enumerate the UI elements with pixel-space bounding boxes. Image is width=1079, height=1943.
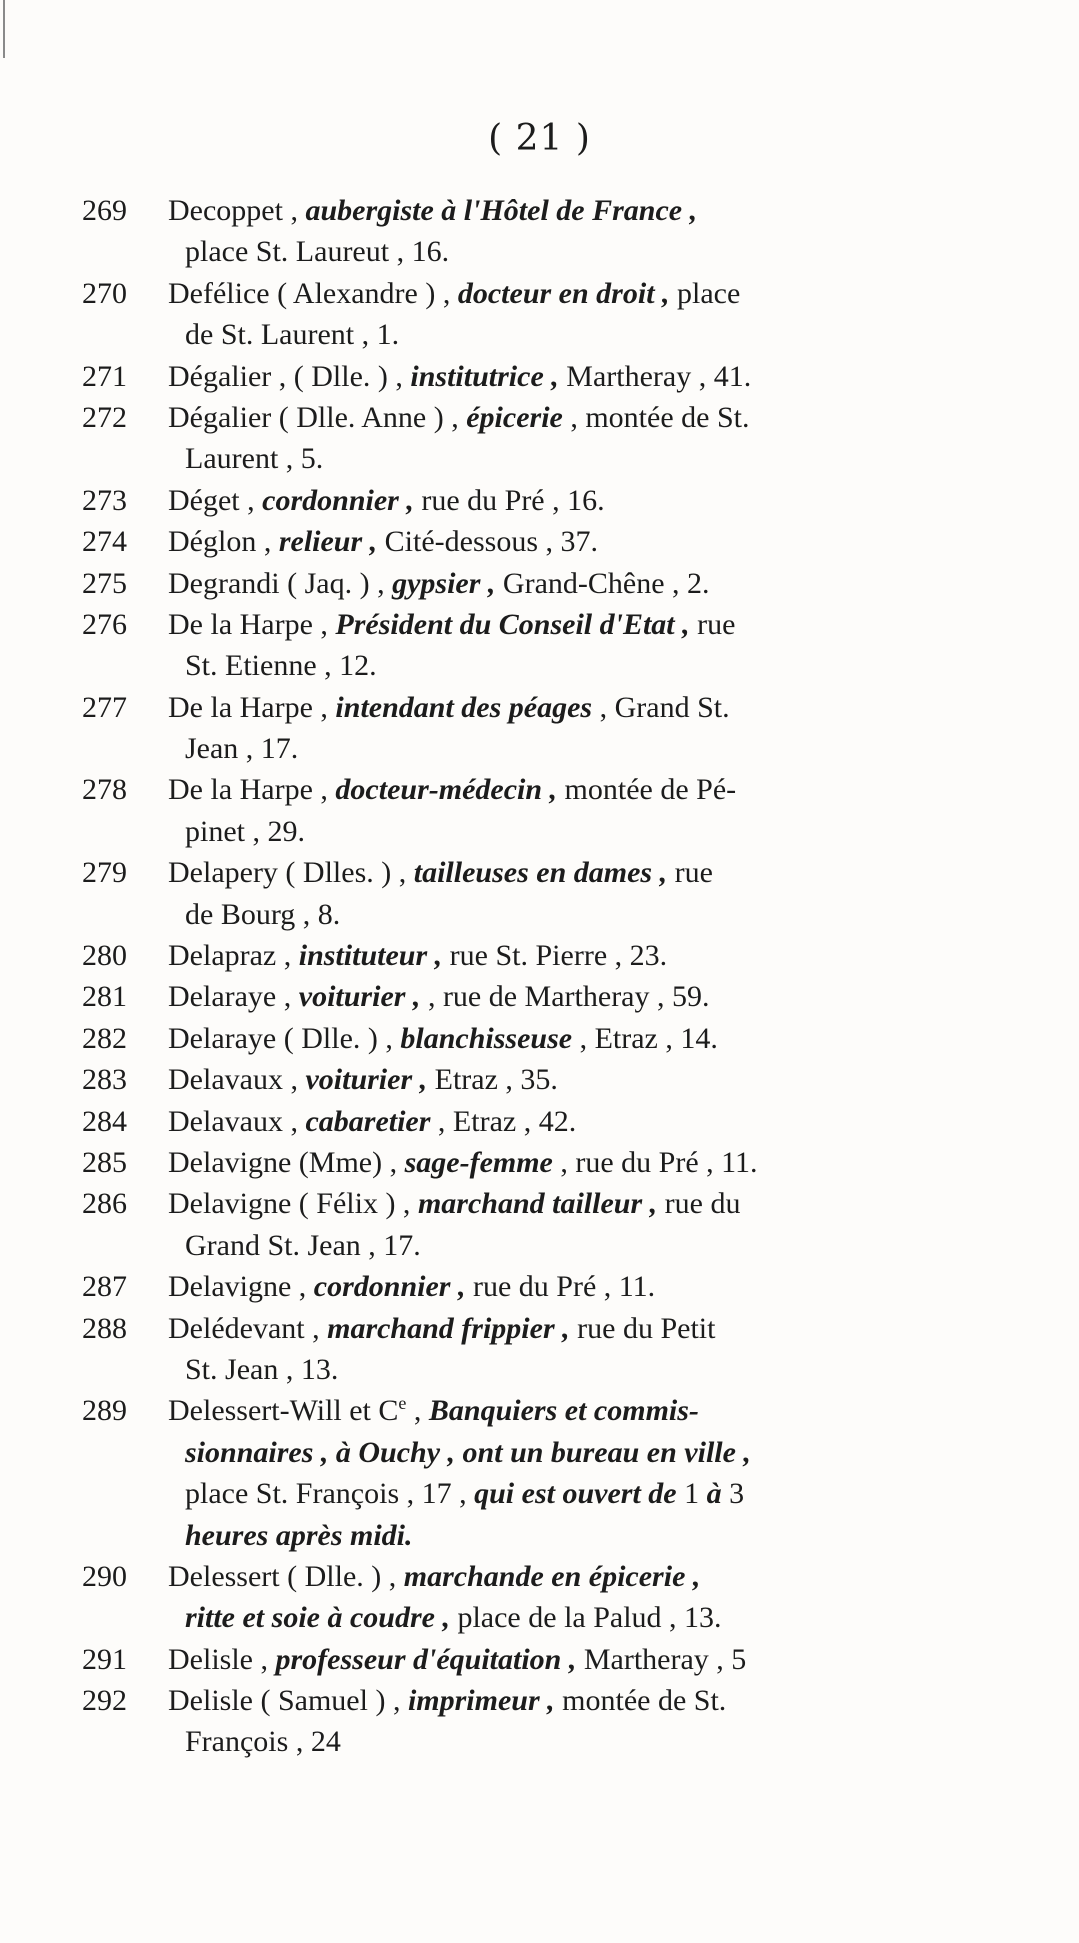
entry-text: Delisle ( Samuel ) , (168, 1684, 408, 1718)
entry-text: rue du Petit (577, 1311, 716, 1345)
entry-text: Grand-Chêne , 2. (502, 566, 710, 600)
entry-number: 288 (82, 1311, 127, 1345)
directory-entry (0, 1142, 1079, 1183)
entry-text: de St. Laurent , 1. (185, 318, 400, 352)
entry-text: Delavigne (Mme) , (168, 1145, 405, 1179)
entry-number: 279 (82, 856, 127, 890)
entry-number: 284 (82, 1104, 127, 1138)
entry-number: 270 (82, 276, 127, 310)
directory-entry (0, 604, 1079, 687)
entry-first-line (0, 1183, 1079, 1224)
entry-text: Grand St. Jean , 17. (185, 1228, 421, 1262)
directory-entry (0, 769, 1079, 852)
entry-text: Delaraye ( Dlle. ) , (168, 1021, 401, 1055)
entry-occupation: sage-femme (404, 1145, 553, 1179)
entry-text: Delapery ( Dlles. ) , (168, 856, 414, 890)
entry-first-line (0, 976, 1079, 1017)
entry-occupation: voiturier , (298, 980, 428, 1014)
entry-number: 281 (82, 980, 127, 1014)
directory-entry (0, 356, 1079, 397)
entry-first-line (0, 1556, 1079, 1597)
entry-text: pinet , 29. (185, 814, 305, 848)
entry-text: , rue de Martheray , 59. (427, 980, 710, 1014)
directory-entry (0, 1101, 1079, 1142)
entry-text: rue du Pré , 16. (421, 483, 605, 517)
directory-entry (0, 563, 1079, 604)
entry-continuation-line (0, 1721, 1079, 1762)
entry-text: place St. François , 17 , (185, 1477, 475, 1511)
entry-text: Martheray , 5 (583, 1642, 747, 1676)
entry-text: Delisle , (168, 1642, 276, 1676)
entry-first-line (0, 1101, 1079, 1142)
entry-occupation: relieur , (278, 525, 385, 559)
entry-first-line (0, 1266, 1079, 1307)
entry-text: place (677, 276, 741, 310)
entry-text: Déget , (168, 483, 263, 517)
entry-text: St. Jean , 13. (185, 1352, 339, 1386)
entry-text: De la Harpe , (168, 607, 336, 641)
entry-text: place St. Laureut , 16. (185, 235, 450, 269)
entry-continuation-line (0, 1515, 1079, 1556)
entry-text: , Etraz , 14. (572, 1021, 718, 1055)
entry-occupation: à (706, 1477, 730, 1511)
entry-number: 277 (82, 690, 127, 724)
entry-first-line (0, 604, 1079, 645)
entry-occupation: blanchisseuse (400, 1021, 573, 1055)
entry-text: Dégalier , ( Dlle. ) , (168, 359, 411, 393)
entry-number: 271 (82, 359, 127, 393)
entry-text: de Bourg , 8. (185, 897, 341, 931)
entry-text: place de la Palud , 13. (457, 1601, 722, 1635)
directory-entry (0, 1390, 1079, 1556)
entry-occupation: professeur d'équitation , (275, 1642, 584, 1676)
entry-occupation: imprimeur , (407, 1684, 563, 1718)
entry-first-line (0, 1680, 1079, 1721)
entry-number: 290 (82, 1559, 127, 1593)
entry-text: Delédevant , (168, 1311, 328, 1345)
entry-occupation: marchand tailleur , (417, 1187, 665, 1221)
entry-text: Degrandi ( Jaq. ) , (168, 566, 393, 600)
entry-occupation: sionnaires , à Ouchy , ont un bureau en ville , (185, 1435, 751, 1469)
entry-first-line (0, 1308, 1079, 1349)
entry-occupation: tailleuses en dames , (413, 856, 675, 890)
entry-occupation: docteur-médecin , (335, 773, 565, 807)
entry-continuation-line (0, 1432, 1079, 1473)
directory-entry (0, 521, 1079, 562)
entry-text: Martheray , 41. (566, 359, 752, 393)
entry-occupation: Banquiers et commis- (428, 1394, 699, 1428)
directory-entry (0, 1183, 1079, 1266)
entry-continuation-line (0, 231, 1079, 272)
entry-number: 286 (82, 1187, 127, 1221)
directory-entry (0, 1680, 1079, 1763)
entry-occupation: qui est ouvert de (474, 1477, 685, 1511)
entry-continuation-line (0, 1473, 1079, 1514)
entry-number: 292 (82, 1684, 127, 1718)
entry-text: , rue du Pré , 11. (552, 1145, 758, 1179)
directory-entry (0, 1639, 1079, 1680)
entry-text: , Grand St. (592, 690, 730, 724)
entry-number: 274 (82, 525, 127, 559)
entry-text: Déglon , (168, 525, 279, 559)
directory-entry (0, 687, 1079, 770)
entry-first-line (0, 1018, 1079, 1059)
entry-number: 289 (82, 1394, 127, 1428)
entry-text: François , 24 (185, 1725, 341, 1759)
entry-occupation: marchande en épicerie , (403, 1559, 701, 1593)
entry-occupation: aubergiste à l'Hôtel de France , (305, 194, 698, 227)
entry-text: rue St. Pierre , 23. (449, 939, 668, 973)
entry-first-line (0, 935, 1079, 976)
entry-text: Delavaux , (168, 1104, 306, 1138)
entry-number: 278 (82, 773, 127, 807)
entry-first-line (0, 563, 1079, 604)
entry-number: 273 (82, 483, 127, 517)
entry-continuation-line (0, 1225, 1079, 1266)
entry-occupation: marchand frippier , (327, 1311, 578, 1345)
entry-number: 287 (82, 1270, 127, 1304)
directory-entry (0, 852, 1079, 935)
entry-first-line (0, 480, 1079, 521)
entry-first-line (0, 1059, 1079, 1100)
entry-occupation: Président du Conseil d'Etat , (335, 607, 698, 641)
entry-occupation: ritte et soie à coudre , (185, 1601, 458, 1635)
entry-number: 269 (82, 194, 127, 227)
entry-text: Defélice ( Alexandre ) , (168, 276, 458, 310)
entry-occupation: institutrice , (410, 359, 567, 393)
entry-text: Etraz , 35. (434, 1063, 558, 1097)
entry-continuation-line (0, 645, 1079, 686)
entry-text: montée de St. (562, 1684, 727, 1718)
entry-continuation-line (0, 1597, 1079, 1638)
entry-first-line (0, 397, 1079, 438)
entry-occupation: docteur en droit , (457, 276, 678, 310)
directory-entry (0, 976, 1079, 1017)
directory-entry (0, 935, 1079, 976)
entry-continuation-line (0, 438, 1079, 479)
entry-first-line (0, 273, 1079, 314)
entry-occupation: épicerie (466, 400, 563, 434)
entry-number: 291 (82, 1642, 127, 1676)
entry-text: St. Etienne , 12. (185, 649, 377, 683)
entry-text: , Etraz , 42. (430, 1104, 577, 1138)
entry-number: 276 (82, 607, 127, 641)
directory-entry (0, 480, 1079, 521)
entry-text: Delaraye , (168, 980, 299, 1014)
directory-entry (0, 190, 1079, 273)
entry-superscript: e (398, 1393, 407, 1414)
entry-text: 1 (684, 1477, 707, 1511)
entry-first-line (0, 356, 1079, 397)
directory-entry (0, 1308, 1079, 1391)
entry-occupation: intendant des péages (335, 690, 593, 724)
entry-text: Delavigne , (168, 1270, 314, 1304)
entry-first-line (0, 521, 1079, 562)
entry-occupation: cabaretier (305, 1104, 431, 1138)
entry-occupation: heures après midi. (185, 1518, 413, 1552)
entry-continuation-line (0, 1349, 1079, 1390)
entry-continuation-line (0, 894, 1079, 935)
directory-entry (0, 1266, 1079, 1307)
entry-text: Jean , 17. (185, 732, 299, 766)
entry-text: Cité-dessous , 37. (384, 525, 598, 559)
entry-first-line (0, 1142, 1079, 1183)
entry-text: Dégalier ( Dlle. Anne ) , (168, 400, 467, 434)
entry-text: De la Harpe , (168, 773, 336, 807)
entry-number: 272 (82, 400, 127, 434)
entry-text: Delavaux , (168, 1063, 306, 1097)
directory-entry (0, 1018, 1079, 1059)
page-number: ( 21 ) (488, 118, 591, 159)
entry-number: 285 (82, 1145, 127, 1179)
entry-continuation-line (0, 811, 1079, 852)
entry-occupation: gypsier , (392, 566, 503, 600)
entry-number: 280 (82, 939, 127, 973)
entry-occupation: cordonnier , (313, 1270, 473, 1304)
entry-number: 275 (82, 566, 127, 600)
entry-text: De la Harpe , (168, 690, 336, 724)
entry-occupation: instituteur , (298, 939, 450, 973)
entry-text: , montée de St. (562, 400, 750, 434)
entry-text: rue du (664, 1187, 741, 1221)
entry-occupation: voiturier , (305, 1063, 435, 1097)
directory-entry (0, 397, 1079, 480)
entry-text: , (406, 1394, 429, 1428)
entry-text: Delapraz , (168, 939, 299, 973)
entry-text: Laurent , 5. (185, 442, 324, 476)
entry-text: Delessert-Will et C (168, 1394, 399, 1428)
page-edge-mark (3, 0, 5, 58)
entry-number: 283 (82, 1063, 127, 1097)
entry-first-line (0, 852, 1079, 893)
entry-first-line (0, 769, 1079, 810)
directory-entry (0, 273, 1079, 356)
entry-continuation-line (0, 728, 1079, 769)
directory-entry (0, 1059, 1079, 1100)
entry-first-line (0, 687, 1079, 728)
entry-text: Delessert ( Dlle. ) , (168, 1559, 404, 1593)
entry-text: rue (697, 607, 736, 641)
entry-occupation: cordonnier , (262, 483, 422, 517)
entry-text: Decoppet , (168, 194, 306, 227)
entry-first-line (0, 190, 1079, 231)
entry-text: rue (674, 856, 713, 890)
directory-entries (0, 190, 1079, 1763)
entry-first-line (0, 1639, 1079, 1680)
entry-text: montée de Pé- (564, 773, 737, 807)
entry-number: 282 (82, 1021, 127, 1055)
entry-continuation-line (0, 314, 1079, 355)
directory-entry (0, 1556, 1079, 1639)
entry-text: 3 (729, 1477, 745, 1511)
entry-first-line (0, 1390, 1079, 1431)
entry-text: rue du Pré , 11. (472, 1270, 656, 1304)
entry-text: Delavigne ( Félix ) , (168, 1187, 418, 1221)
